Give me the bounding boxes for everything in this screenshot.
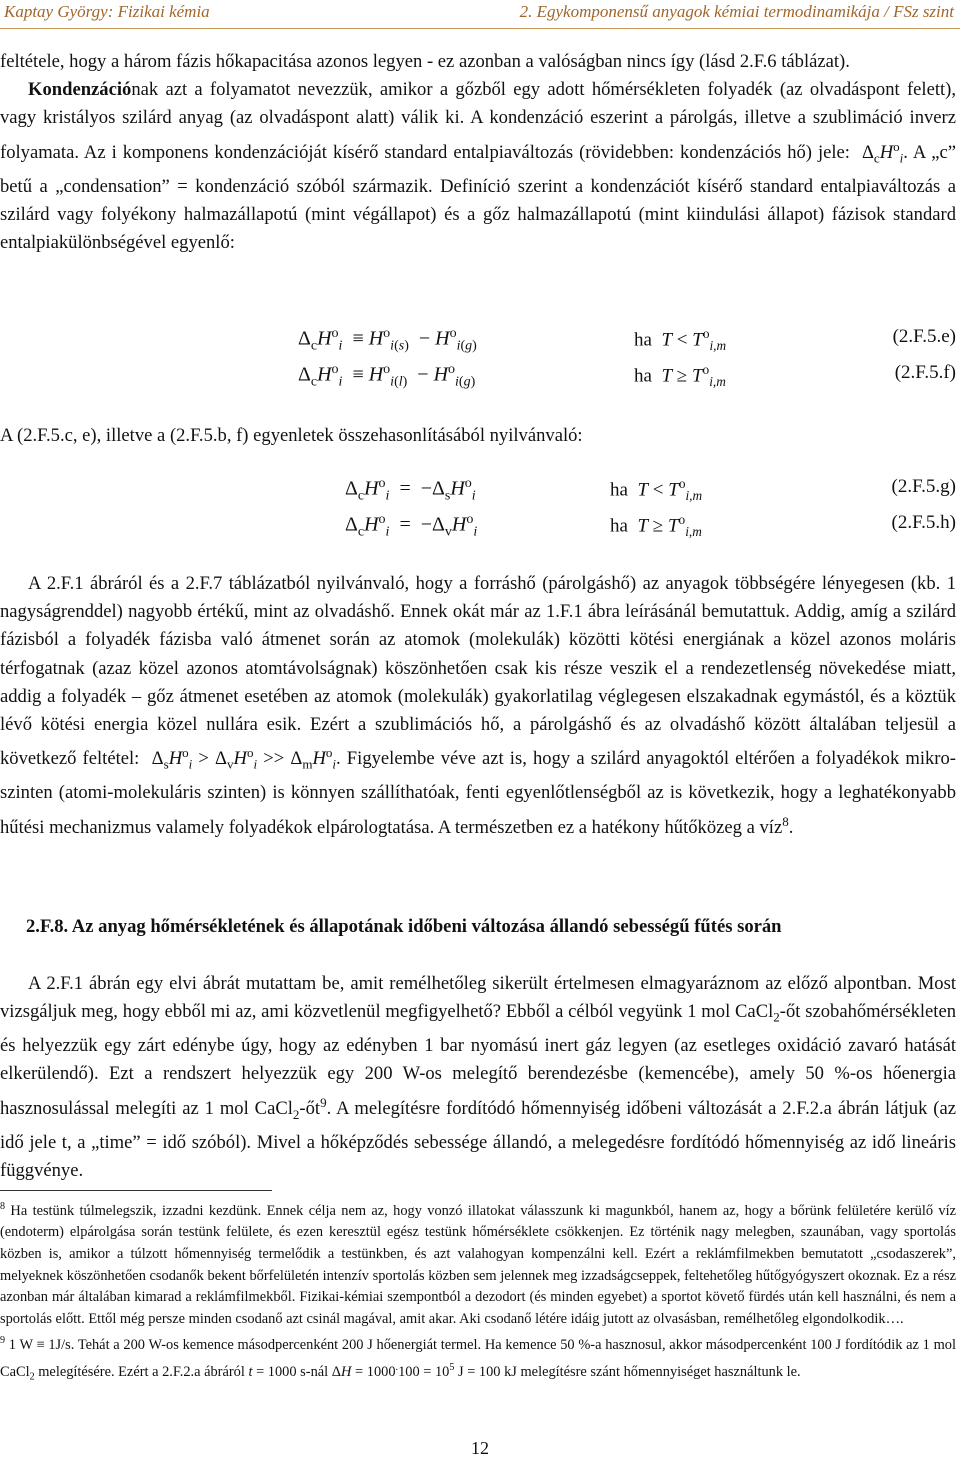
term-kondenzacio: Kondenzáció xyxy=(28,79,132,101)
symbol-dcH: $\Delta_cH^o_i$ xyxy=(861,138,904,166)
footnote-8: $^8$ Ha testünk túlmelegszik, izzadni kezdünk. Ennek célja nem az, hogy vonzó illatokat válasszunk ki magunkból, hanem az, hogy a bőrünk felületére kerülő víz (endoterm) elpárolgása során testünk felülete, és ezen keresztül egész testünk hőmérséklete csökkenjen. Ez történik nagy melegben, szaunában, vagy sportolás közben is, amikor a túlzott hőmennyiség termelődik a testünkben, és azt valahogyan kompenzálni kell. Ezért a reklámfilmekben bemutatott „csodaszerek”, melyeknek köszönhetően csodanők bekent bőrfelületén intenzív sportolás közben sem jelennek meg izzadságcseppek, feltehetőleg hűtőgyógyszert okoznak. Ez a rész azonban már általában kimarad a reklámfilmekből. Fizikai-kémiai szempontból a dezodort (és minden egyebet) a sportot követő fürdés után kell használni, és nem a sportolás előtt. Ettől még persze minden csodanő azt csinál magával, amit akar. Aki csodanő létére idáig jutott az olvasásban, remélhetőleg elgondolkodik…. xyxy=(0,1201,956,1327)
footnotes xyxy=(0,1196,956,1388)
paragraph-1: feltétele, hogy a három fázis hőkapacitása azonos legyen - ez azonban a valóságban nincs így (lásd 2.F.6 táblázat). xyxy=(0,51,850,72)
page-body xyxy=(0,48,956,257)
condition-e: ha $T < T^o_{i,m}$ xyxy=(634,326,727,354)
equation-number-g: (2.F.5.g) xyxy=(891,476,956,497)
condition-f: ha $T \ge T^o_{i,m}$ xyxy=(634,362,726,390)
footnote-9: $^9$ 1 W ≡ 1J/s. Tehát a 200 W-os kemence másodpercenként 200 J hőenergiát termel. Ha kemence 50 %-a hasznosul, akkor másodpercenként 100 J fordítódik az 1 mol CaCl$_2$ melegítésére. Ezért a 2.F.2.a ábráról t = 1000 s-nál $\Delta H = 1000^.100 = 10^5$ J = 100 kJ melegítésre szánt hőmennyiséget használtunk le. xyxy=(0,1335,956,1383)
equation-number-f: (2.F.5.f) xyxy=(894,362,956,383)
footnote-ref-8: 8 xyxy=(782,813,789,829)
equation-e: $\Delta_cH^o_i \equiv H^o_{i(s)} - H^o_{i(g)}$ xyxy=(298,326,477,354)
condition-h: ha $T \ge T^o_{i,m}$ xyxy=(610,512,702,540)
section-title: 2.F.8. Az anyag hőmérsékletének és állapotának időbeni változása állandó sebességű fűtés során xyxy=(26,916,782,937)
paragraph-kondenzacio: Kondenzációnak azt a folyamatot nevezzük, amikor a gőzből egy adott hőmérsékleten folyadék (az olvadáspont felett), vagy kristályos szilárd anyag (az olvadáspont alatt) válik ki. A kondenzáció eszerint a párolgás, illetve a szublimáció inverz folyamata. Az i komponens kondenzációját kísérő standard entalpiaváltozás (rövidebben: kondenzációs hő) jele: $\Delta_cH^o_i$. A „c” betű a „condensation” = kondenzáció szóból származik. Definíció szerint a kondenzációt kísérő standard entalpiaváltozás a szilárd vagy folyékony halmazállapotú (mint végállapot) és a gőz halmazállapotú (mint kiindulási állapot) fázisok standard entalpiakülönbségével egyenlő: xyxy=(0,79,956,254)
header-chapter: 2. Egykomponensű anyagok kémiai termodinamikája / FSz szint xyxy=(519,2,954,21)
equation-number-h: (2.F.5.h) xyxy=(891,512,956,533)
condition-g: ha $T < T^o_{i,m}$ xyxy=(610,476,703,504)
page-number: 12 xyxy=(471,1438,489,1458)
footnote-rule xyxy=(0,1190,272,1191)
equation-number-e: (2.F.5.e) xyxy=(892,326,956,347)
inequality-heats: $\Delta_sH^o_i > \Delta_vH^o_i >> \Delta_mH^o_i$ xyxy=(151,745,337,773)
page-header xyxy=(0,0,960,29)
equation-f: $\Delta_cH^o_i \equiv H^o_{i(l)} - H^o_{i(g)}$ xyxy=(298,362,476,390)
paragraph-heating: A 2.F.1 ábrán egy elvi ábrát mutattam be, amit remélhetőleg sikerült értelmesen elmagyaráznom az előző alpontban. Most vizsgáljuk meg, hogy ebből mi az, ami közvetlenül megfigyelhető? Ebből a célból vegyünk 1 mol CaCl$_2$-őt szobahőmérsékleten és helyezzük egy zárt edénybe úgy, hogy az edényben 1 bar nyomású inert gáz legyen (az esetleges oxidáció zavaró hatását elkerülendő). Ezt a rendszert helyezzük egy 200 W-os melegítő berendezésbe (kemencébe), amely 50 %-os hőenergia hasznosulással melegíti az 1 mol $CaCl_2-őt^9$. A melegítésre fordítódó hőmennyiség időbeni változását a 2.F.2.a ábrán látjuk (az idő jele t, a „time” = idő szóból). Mivel a hőképződés sebessége állandó, a melegedésre fordítódó hőmennyiség az idő lineáris függvénye. xyxy=(0,973,956,1181)
equation-g: $\Delta_cH^o_i = -\Delta_sH^o_i$ xyxy=(345,476,476,504)
footnote-ref-9: 9 xyxy=(320,1094,327,1110)
paragraph-heats: A 2.F.1 ábráról és a 2.F.7 táblázatból nyilvánvaló, hogy a forráshő (párolgáshő) az anyagok többségére lényegesen (kb. 1 nagyságrenddel) nagyobb értékű, mint az olvadáshő. Ennek okát már az 1.F.1 ábra leírásánál bemutattuk. Addig, amíg a szilárd fázisból a folyadék fázisba való átmenet során az atomok (molekulák) közötti kötési energiának a közel azonos moláris térfogatnak (azaz közel azonos atomtávolságnak) köszönhetően csak kis része veszik el a rendezetlenség növekedése miatt, addig a folyadék – gőz átmenet esetében az atomok (molekulák) gyakorlatilag véglegesen elszakadnak egymástól, és a köztük lévő kötési energia közel nullára esik. Ezért a szublimációs hő, a párolgáshő és az olvadáshő között általában teljesül a következő feltétel: $\Delta_sH^o_i > \Delta_vH^o_i >> \Delta_mH^o_i$. Figyelembe véve azt is, hogy a szilárd anyagoktól eltérően a folyadékok mikro-szinten (atomi-molekuláris szinten) is könnyen szállíthatóak, fenti egyenlőtlenségből az is következik, hogy a leghatékonyabb hűtési mechanizmus valamely folyadékok elpárologtatása. A természetben ez a hatékony hűtőközeg a víz$^8$. xyxy=(0,573,956,838)
paragraph-comparison: A (2.F.5.c, e), illetve a (2.F.5.b, f) egyenletek összehasonlításából nyilvánvaló: xyxy=(0,425,583,446)
header-author: Kaptay György: Fizikai kémia xyxy=(4,2,210,21)
equation-h: $\Delta_cH^o_i = -\Delta_vH^o_i$ xyxy=(345,512,478,540)
